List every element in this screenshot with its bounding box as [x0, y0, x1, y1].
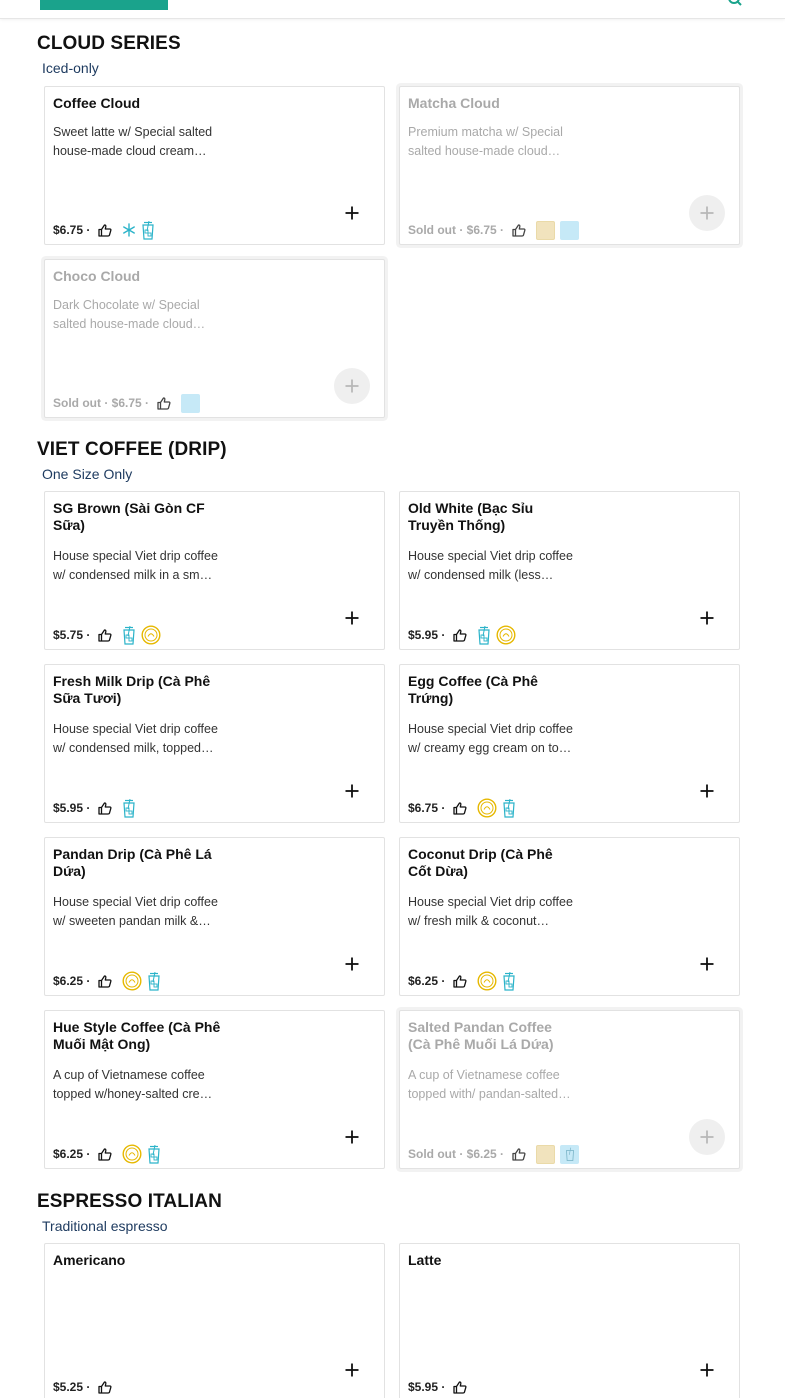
thumbs-up-icon[interactable]: [98, 802, 112, 815]
thumbs-up-icon[interactable]: [453, 629, 467, 642]
item-meta: [408, 1376, 467, 1398]
item-description: A cup of Vietnamese coffee topped w/honey-salted cre…: [53, 1068, 213, 1101]
item-meta: [408, 797, 516, 819]
item-meta: [53, 797, 136, 819]
iced-cup-icon: [477, 626, 491, 645]
iced-cup-icon: [147, 972, 161, 991]
menu-item-card[interactable]: [44, 837, 385, 996]
item-name: Salted Pandan Coffee (Cà Phê Muối Lá Dứa): [408, 1019, 554, 1052]
tag-iced-faded-icon: [560, 1145, 579, 1164]
item-description: Premium matcha w/ Special salted house-made cloud…: [408, 125, 563, 158]
section-subtitle: Traditional espresso: [42, 1218, 168, 1234]
item-price: $6.25 ·: [408, 974, 446, 988]
item-description: Sweet latte w/ Special salted house-made cloud cream…: [53, 125, 213, 158]
add-to-cart-button[interactable]: [689, 946, 725, 982]
add-to-cart-button[interactable]: [689, 1352, 725, 1388]
item-description: House special Viet drip coffee w/ sweeten pandan milk &…: [53, 895, 218, 928]
thumbs-up-icon[interactable]: [453, 802, 467, 815]
menu-item-card[interactable]: [399, 664, 740, 823]
item-price: Sold out · $6.75 ·: [53, 396, 150, 410]
brand-tab[interactable]: [40, 0, 168, 10]
hot-cup-icon: [477, 971, 497, 991]
menu-item-card[interactable]: [399, 86, 740, 245]
item-description: House special Viet drip coffee w/ fresh milk & coconut…: [408, 895, 573, 928]
item-meta: [408, 219, 579, 241]
thumbs-up-icon[interactable]: [98, 1381, 112, 1394]
item-description: A cup of Vietnamese coffee topped with/ pandan-salted…: [408, 1068, 571, 1101]
plus-icon: [345, 1130, 359, 1144]
item-description: Dark Chocolate w/ Special salted house-made cloud…: [53, 298, 206, 331]
iced-cup-icon: [141, 221, 155, 240]
add-to-cart-button[interactable]: [334, 773, 370, 809]
item-name: Americano: [53, 1252, 126, 1268]
section-title: ESPRESSO ITALIAN: [37, 1191, 222, 1212]
item-price: Sold out · $6.75 ·: [408, 223, 505, 237]
item-price: $6.25 ·: [53, 1147, 91, 1161]
item-meta: [53, 392, 200, 414]
section-subtitle: Iced-only: [42, 60, 99, 76]
hot-cup-icon: [122, 1144, 142, 1164]
plus-icon: [345, 784, 359, 798]
item-meta: [53, 1143, 161, 1165]
plus-icon: [700, 1130, 714, 1144]
item-meta: [408, 624, 516, 646]
item-price: $6.75 ·: [408, 801, 446, 815]
add-to-cart-button[interactable]: [334, 1119, 370, 1155]
item-description: House special Viet drip coffee w/ condensed milk, topped…: [53, 722, 218, 755]
item-description: House special Viet drip coffee w/ condensed milk in a sm…: [53, 549, 218, 582]
add-to-cart-button[interactable]: [689, 600, 725, 636]
hot-cup-icon: [122, 971, 142, 991]
thumbs-up-icon[interactable]: [98, 975, 112, 988]
item-name: Matcha Cloud: [408, 95, 500, 111]
add-to-cart-button[interactable]: [334, 368, 370, 404]
item-meta: [408, 1143, 579, 1165]
search-icon[interactable]: [728, 0, 742, 6]
plus-icon: [345, 1363, 359, 1377]
tag-blue-icon: [181, 394, 200, 413]
menu-item-card[interactable]: [399, 491, 740, 650]
iced-cup-icon: [502, 799, 516, 818]
item-price: $5.95 ·: [408, 628, 446, 642]
add-to-cart-button[interactable]: [689, 773, 725, 809]
thumbs-up-icon[interactable]: [453, 1381, 467, 1394]
iced-cup-icon: [502, 972, 516, 991]
add-to-cart-button[interactable]: [689, 1119, 725, 1155]
plus-icon: [700, 784, 714, 798]
menu-item-card[interactable]: [399, 837, 740, 996]
menu-item-card[interactable]: [44, 259, 385, 418]
hot-cup-icon: [496, 625, 516, 645]
iced-cup-icon: [147, 1145, 161, 1164]
item-name: Coconut Drip (Cà Phê Cốt Dừa): [408, 846, 553, 879]
tag-tan-icon: [536, 221, 555, 240]
hot-cup-icon: [141, 625, 161, 645]
item-price: Sold out · $6.25 ·: [408, 1147, 505, 1161]
menu-item-card[interactable]: [399, 1010, 740, 1169]
tag-blue-icon: [560, 221, 579, 240]
menu-item-card[interactable]: [44, 491, 385, 650]
item-price: $5.75 ·: [53, 628, 91, 642]
item-name: Hue Style Coffee (Cà Phê Muối Mật Ong): [53, 1019, 221, 1052]
item-name: Coffee Cloud: [53, 95, 141, 111]
item-price: $6.25 ·: [53, 974, 91, 988]
add-to-cart-button[interactable]: [334, 946, 370, 982]
item-meta: [408, 970, 516, 992]
menu-item-card[interactable]: [44, 664, 385, 823]
thumbs-up-icon[interactable]: [157, 397, 171, 410]
item-price: $5.95 ·: [53, 801, 91, 815]
iced-cup-icon: [122, 799, 136, 818]
thumbs-up-icon[interactable]: [98, 629, 112, 642]
item-name: Old White (Bạc Sỉu Truyền Thống): [408, 500, 534, 533]
add-to-cart-button[interactable]: [334, 195, 370, 231]
item-description: House special Viet drip coffee w/ condensed milk (less…: [408, 549, 573, 582]
section-title: VIET COFFEE (DRIP): [37, 439, 227, 460]
item-name: Choco Cloud: [53, 268, 141, 284]
plus-icon: [700, 206, 714, 220]
plus-icon: [345, 957, 359, 971]
item-meta: [53, 970, 161, 992]
item-meta: [53, 1376, 112, 1398]
thumbs-up-icon[interactable]: [98, 1148, 112, 1161]
thumbs-up-icon[interactable]: [512, 224, 526, 237]
menu-item-card[interactable]: [399, 1243, 740, 1398]
item-name: Latte: [408, 1252, 442, 1268]
section-title: CLOUD SERIES: [37, 33, 181, 54]
item-name: SG Brown (Sài Gòn CF Sữa): [53, 500, 205, 533]
add-to-cart-button[interactable]: [689, 195, 725, 231]
plus-icon: [345, 611, 359, 625]
tag-tan-icon: [536, 1145, 555, 1164]
menu-item-card[interactable]: [44, 86, 385, 245]
menu-item-card[interactable]: [44, 1243, 385, 1398]
item-name: Fresh Milk Drip (Cà Phê Sữa Tươi): [53, 673, 211, 706]
plus-icon: [700, 611, 714, 625]
hot-cup-icon: [477, 798, 497, 818]
item-price: $6.75 ·: [53, 223, 91, 237]
item-name: Egg Coffee (Cà Phê Trứng): [408, 673, 538, 706]
item-name: Pandan Drip (Cà Phê Lá Dứa): [53, 846, 212, 879]
snowflake-icon: [122, 223, 136, 237]
menu-item-card[interactable]: [44, 1010, 385, 1169]
top-navigation-bar: [0, 0, 785, 19]
item-meta: [53, 624, 161, 646]
item-meta: [53, 219, 155, 241]
thumbs-up-icon[interactable]: [512, 1148, 526, 1161]
item-price: $5.95 ·: [408, 1380, 446, 1394]
add-to-cart-button[interactable]: [334, 600, 370, 636]
section-subtitle: One Size Only: [42, 466, 133, 482]
plus-icon: [345, 379, 359, 393]
iced-cup-icon: [122, 626, 136, 645]
item-price: $5.25 ·: [53, 1380, 91, 1394]
item-description: House special Viet drip coffee w/ creamy egg cream on to…: [408, 722, 573, 755]
thumbs-up-icon[interactable]: [453, 975, 467, 988]
plus-icon: [345, 206, 359, 220]
thumbs-up-icon[interactable]: [98, 224, 112, 237]
plus-icon: [700, 1363, 714, 1377]
add-to-cart-button[interactable]: [334, 1352, 370, 1388]
plus-icon: [700, 957, 714, 971]
